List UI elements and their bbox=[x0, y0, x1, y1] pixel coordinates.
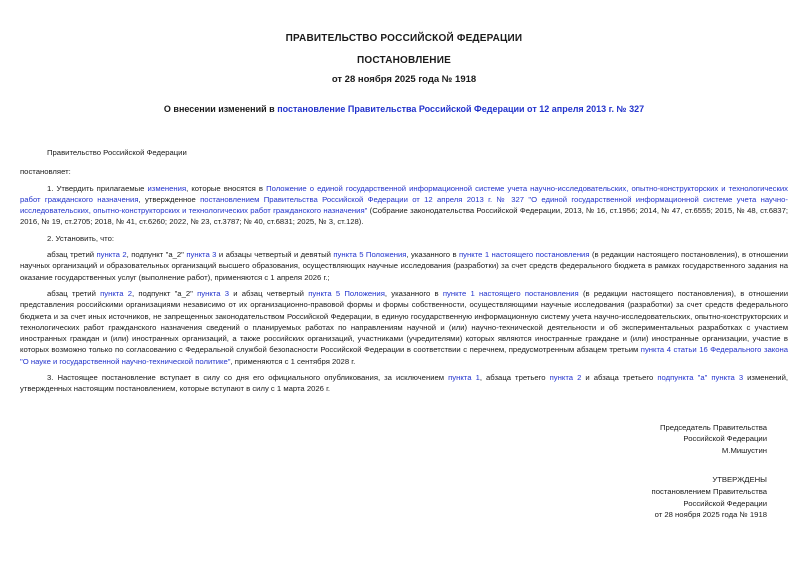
paragraph-2-heading bbox=[20, 233, 788, 244]
document-link[interactable]: пункта 2 bbox=[96, 250, 127, 260]
text-run: (в редакции настоящего постановления), в отношении научных организаций и образовательных организаций высшего образования, осуществляющих научные исследования (разработки) за счет средств федерального бюджета в рамках государственного задания на оказание государственных услуг (выполнение работ), применяются с 1 апреля 2026 г.; bbox=[20, 250, 788, 282]
text-run: и абзацы четвертый и девятый bbox=[216, 250, 334, 260]
approval-word: УТВЕРЖДЕНЫ bbox=[712, 475, 767, 485]
document-link[interactable]: изменения bbox=[147, 183, 187, 193]
document-link[interactable]: пункте 1 настоящего постановления bbox=[459, 250, 590, 260]
paragraph-3 bbox=[20, 372, 788, 395]
approval-date-number: от 28 ноября 2025 года № 1918 bbox=[654, 510, 767, 520]
document-type: ПОСТАНОВЛЕНИЕ bbox=[357, 55, 451, 66]
text-run: О внесении изменений в bbox=[163, 104, 278, 114]
signature-position-line-1: Председатель Правительства bbox=[659, 422, 767, 432]
document-link[interactable]: пункта 2 bbox=[100, 288, 133, 298]
text-run: , подпункт "а_2" bbox=[126, 250, 187, 260]
preamble-verb: постановляет: bbox=[20, 167, 71, 177]
signature-block bbox=[20, 422, 788, 457]
document-link[interactable]: пункта 4 статьи 16 Федерального закона "О науке и государственной научно-технической политике" bbox=[20, 345, 788, 366]
paragraph-1 bbox=[20, 183, 788, 228]
document-link[interactable]: пункте 1 настоящего постановления bbox=[442, 288, 579, 298]
text-run: 3. Настоящее постановление вступает в силу со дня его официального опубликования, за исключением bbox=[47, 373, 449, 383]
signature-name: М.Мишустин bbox=[721, 446, 767, 456]
approval-by-line-2: Российской Федерации bbox=[683, 498, 767, 508]
text-run: 1. Утвердить прилагаемые bbox=[47, 183, 148, 193]
document-date-number: от 28 ноября 2025 года № 1918 bbox=[331, 74, 477, 85]
preamble-subject: Правительство Российской Федерации bbox=[47, 148, 187, 157]
text-run: , утвержденное bbox=[138, 194, 201, 204]
text-run: , которые вносятся в bbox=[186, 183, 267, 193]
issuing-authority: ПРАВИТЕЛЬСТВО РОССИЙСКОЙ ФЕДЕРАЦИИ bbox=[285, 33, 523, 44]
paragraph-2-subpara-2 bbox=[20, 288, 788, 367]
paragraph-2-subpara-1 bbox=[20, 249, 788, 283]
document-link[interactable]: постановление Правительства Российской Федерации от 12 апреля 2013 г. № 327 bbox=[277, 104, 645, 114]
text-run: абзац третий bbox=[47, 250, 97, 260]
document-body bbox=[20, 147, 788, 395]
document-link[interactable]: Положение о единой государственной информационной системе учета научно-исследовательских, опытно-конструкторских и технологических работ гражданского назначения bbox=[20, 183, 788, 204]
text-run: , применяются с 1 сентября 2028 г. bbox=[230, 356, 356, 366]
document-link[interactable]: пункта 1 bbox=[448, 373, 480, 383]
text-run: , абзаца третьего bbox=[479, 373, 550, 383]
document-title bbox=[20, 104, 788, 114]
text-run: и абзаца третьего bbox=[581, 373, 658, 383]
text-run: абзац третий bbox=[47, 288, 101, 298]
text-run: , указанного в bbox=[406, 250, 459, 260]
text-run: , подпункт "а_2" bbox=[132, 288, 198, 298]
document-link[interactable]: пункта 5 Положения bbox=[333, 250, 407, 260]
signature-position-line-2: Российской Федерации bbox=[683, 434, 767, 444]
document-link[interactable]: пункта 3 bbox=[186, 250, 217, 260]
text-run: (Собрание законодательства Российской Федерации, 2013, № 16, ст.1956; 2014, № 47, ст.6555; 2015, № 48, ст.6837; 2016, № 19, ст.2705; 2018, № 41, ст.6260; 2022, № 23, ст.3787; № 40, ст.6831; 2025, № 3, ст.128). bbox=[20, 206, 788, 227]
document-link[interactable]: постановлением Правительства Российской Федерации от 12 апреля 2013 г. № 327 "О единой государственной информационной системе учета научно-исследовательских, опытно-конструкторских и технологических работ гражданского назначения" bbox=[20, 194, 788, 216]
text-run: (в редакции настоящего постановления), в отношении представления российскими организациями независимо от их организационно-правовой формы и формы собственности, осуществляющими научные исследования (разработки) за счет средств федерального бюджета и за счет иных источников, не запрещенных законодательством Российской Федерации, в единую государственную информационную систему учета научно-исследовательских, опытно-конструкторских и технологических работ гражданского назначения сведений о планируемых работах по направлениям научной и (или) научно-технической деятельности и об экспериментальных разработках с участием иностранных граждан и (или) иностранных организаций, а также российских организаций, участниками (учредителями) которых являются иностранные граждане и (или) иностранные организации, участие в которых возможно только по согласованию с Федеральной службой безопасности Российской Федерации в соответствии с перечнем, предусмотренным абзацем третьим bbox=[20, 288, 788, 355]
document-link[interactable]: подпункта "а" пункта 3 bbox=[657, 373, 744, 383]
approval-by-line-1: постановлением Правительства bbox=[651, 486, 767, 496]
document-link[interactable]: пункта 5 Положения bbox=[308, 288, 385, 298]
document-link[interactable]: пункта 3 bbox=[197, 288, 230, 298]
text-run: 2. Установить, что: bbox=[47, 233, 115, 243]
text-run: и абзац четвертый bbox=[229, 288, 309, 298]
approval-block bbox=[20, 474, 788, 521]
document-link[interactable]: пункта 2 bbox=[549, 373, 582, 383]
text-run: , указанного в bbox=[384, 288, 443, 298]
text-run: изменений, утвержденных настоящим постановлением, которые вступают в силу с 1 марта 2026 г. bbox=[20, 373, 789, 394]
